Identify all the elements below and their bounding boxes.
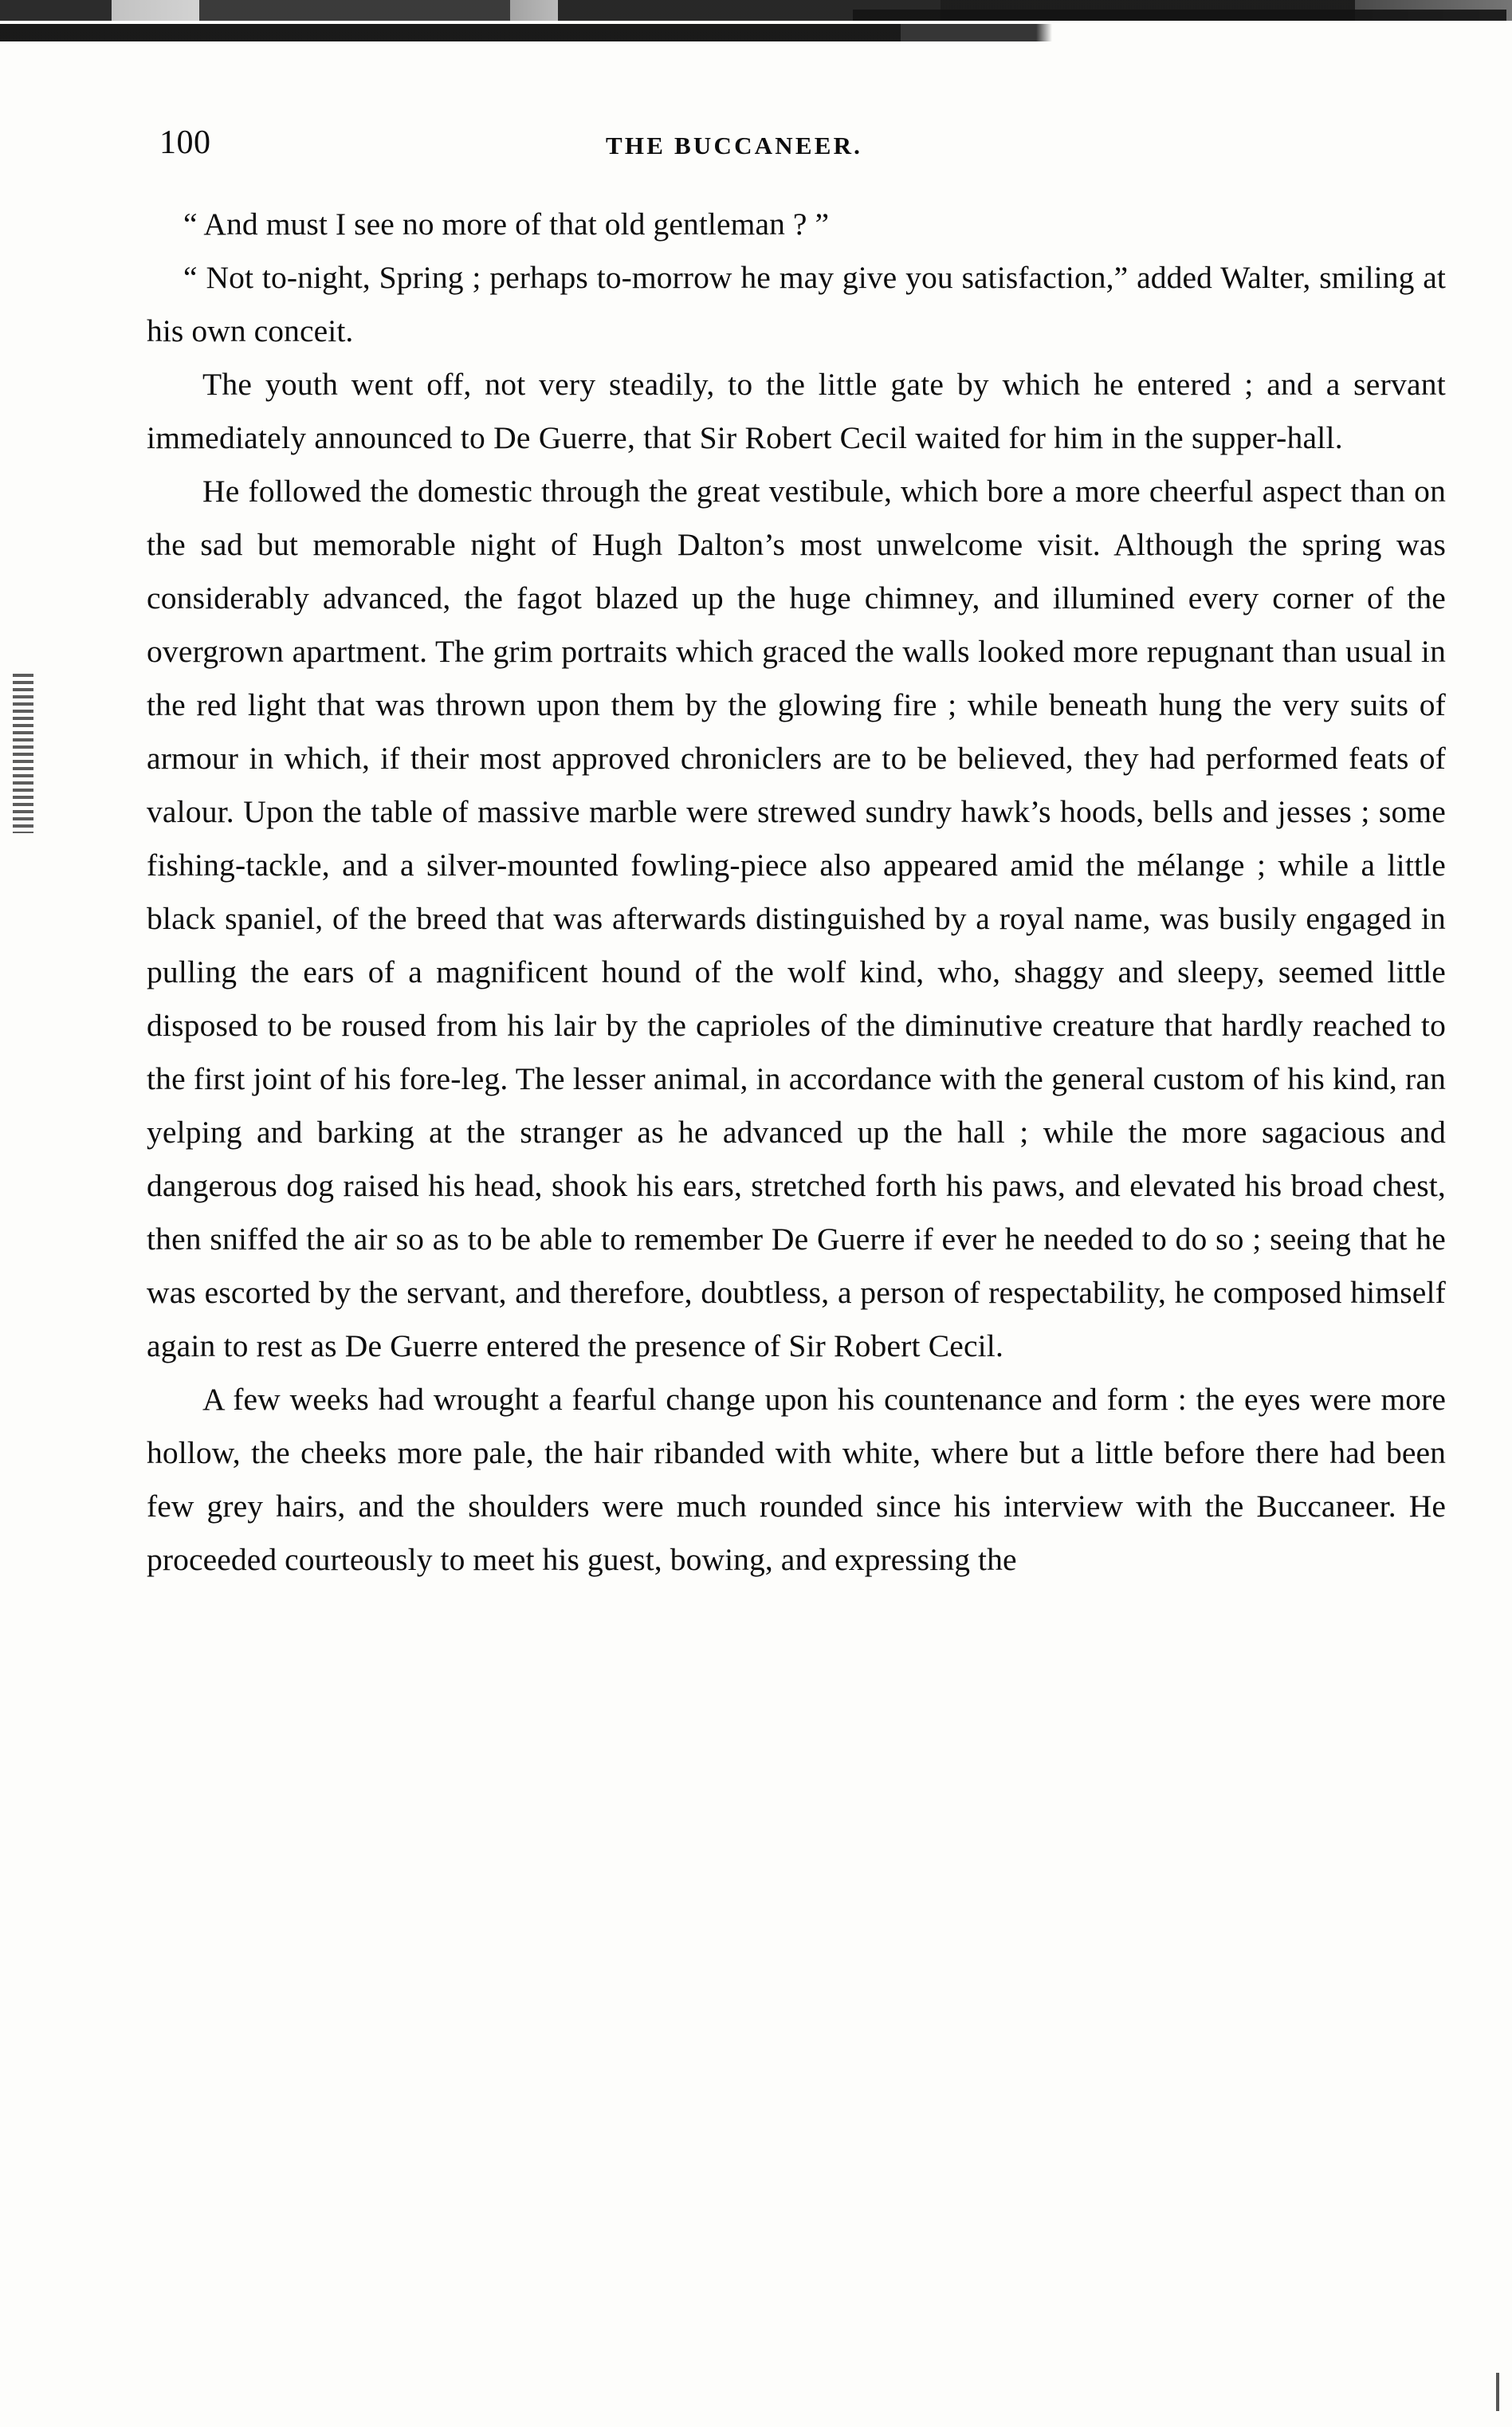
paragraph: “ And must I see no more of that old gentleman ? ” (183, 207, 830, 242)
paragraph: The youth went off, not very steadily, to the little gate by which he entered ; and a servant immediately announced to De Guerre, that Sir Robert Cecil waited for him in the supper-hall. (147, 367, 1446, 455)
page-header (0, 124, 1512, 171)
scan-artifact-bottom-right (1496, 2373, 1499, 2411)
paragraph: He followed the domestic through the great vestibule, which bore a more cheerful aspect than on the sad but memorable night of Hugh Dalton’s most unwelcome visit. Although the spring was considerably advanced, the fagot blazed up the huge chimney, and illumined every corner of the overgrown apartment. The grim portraits which graced the walls looked more repugnant than usual in the red light that was thrown upon them by the glowing fire ; while beneath hung the very suits of armour in which, if their most approved chroniclers are to be believed, they had performed feats of valour. Upon the table of massive marble were strewed sundry hawk’s hoods, bells and jesses ; some fishing-tackle, and a silver-mounted fowling-piece also appeared amid the mélange ; while a little black spaniel, of the breed that was afterwards distinguished by a royal name, was busily engaged in pulling the ears of a magnificent hound of the wolf kind, who, shaggy and sleepy, seemed little disposed to be roused from his lair by the caprioles of the diminutive creature that hardly reached to the first joint of his fore-leg. The lesser animal, in accordance with the general custom of his kind, ran yelping and barking at the stranger as he advanced up the hall ; while the more sagacious and dangerous dog raised his head, shook his ears, stretched forth his paws, and elevated his broad chest, then sniffed the air so as to be able to remember De Guerre if ever he needed to do so ; seeing that he was escorted by the servant, and therefore, doubtless, a person of respectability, he composed himself again to rest as De Guerre entered the presence of Sir Robert Cecil. (147, 474, 1446, 1363)
paragraph: A few weeks had wrought a fearful change upon his countenance and form : the eyes were more hollow, the cheeks more pale, the hair ribanded with white, where but a little before there had been few grey hairs, and the shoulders were much rounded since his interview with the Buccaneer. He proceeded courteously to meet his guest, bowing, and expressing the (147, 1382, 1446, 1577)
scan-artifact-top-band (0, 24, 1512, 41)
scan-artifact-top-streak (853, 10, 1506, 21)
page-body (147, 198, 1446, 1587)
page-number: 100 (159, 124, 211, 161)
paragraph: “ Not to-night, Spring ; perhaps to-morrow he may give you satisfaction,” added Walter, smiling at his own conceit. (147, 260, 1446, 348)
running-head-title: THE BUCCANEER. (606, 132, 863, 159)
scan-artifact-left-margin (13, 674, 33, 833)
